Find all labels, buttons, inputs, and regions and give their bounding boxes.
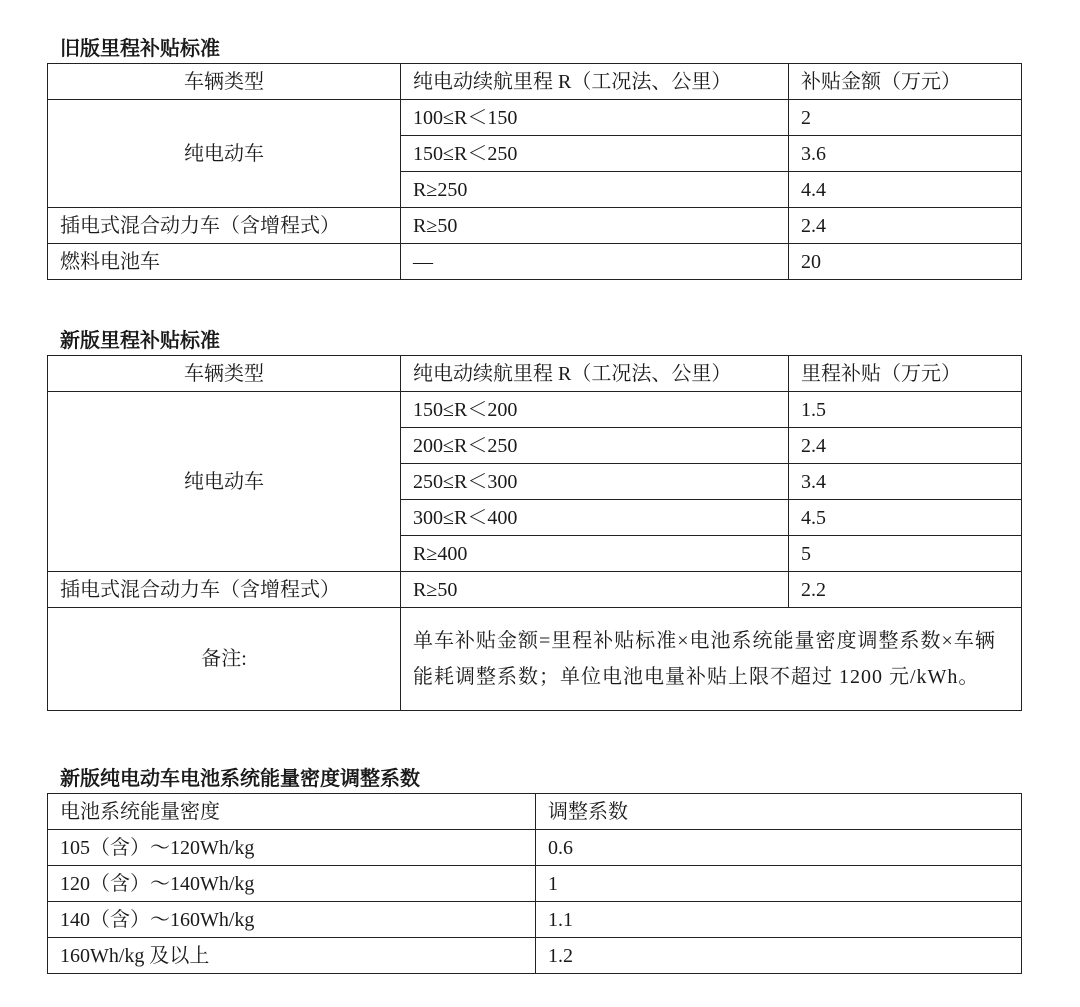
range-cell: R≥400 xyxy=(401,536,789,572)
range-cell: 100≤R＜150 xyxy=(401,100,789,136)
table-row xyxy=(48,830,1022,866)
table-row xyxy=(48,938,1022,974)
amount-cell: 2.2 xyxy=(789,572,1022,608)
header-amount: 补贴金额（万元） xyxy=(789,64,1022,100)
header-density: 电池系统能量密度 xyxy=(48,794,536,830)
header-vehicle-type: 车辆类型 xyxy=(48,356,401,392)
range-cell: — xyxy=(401,244,789,280)
note-row xyxy=(48,608,1022,711)
header-factor: 调整系数 xyxy=(536,794,1022,830)
density-cell: 160Wh/kg 及以上 xyxy=(48,938,536,974)
range-cell: R≥50 xyxy=(401,572,789,608)
old-standard-table xyxy=(47,63,1022,280)
density-title: 新版纯电动车电池系统能量密度调整系数 xyxy=(60,768,420,790)
new-standard-title: 新版里程补贴标准 xyxy=(60,330,220,352)
range-cell: R≥250 xyxy=(401,172,789,208)
amount-cell: 2.4 xyxy=(789,208,1022,244)
amount-cell: 3.6 xyxy=(789,136,1022,172)
range-cell: 150≤R＜200 xyxy=(401,392,789,428)
vehicle-type-cell: 插电式混合动力车（含增程式） xyxy=(48,208,401,244)
density-table xyxy=(47,793,1022,974)
table-header-row xyxy=(48,794,1022,830)
amount-cell: 4.4 xyxy=(789,172,1022,208)
table-row xyxy=(48,208,1022,244)
factor-cell: 0.6 xyxy=(536,830,1022,866)
amount-cell: 5 xyxy=(789,536,1022,572)
header-amount: 里程补贴（万元） xyxy=(789,356,1022,392)
note-label: 备注: xyxy=(48,608,401,711)
amount-cell: 2.4 xyxy=(789,428,1022,464)
density-cell: 120（含）～140Wh/kg xyxy=(48,866,536,902)
new-standard-table xyxy=(47,355,1022,711)
factor-cell: 1 xyxy=(536,866,1022,902)
table-row xyxy=(48,572,1022,608)
amount-cell: 1.5 xyxy=(789,392,1022,428)
vehicle-type-cell: 燃料电池车 xyxy=(48,244,401,280)
table-row xyxy=(48,902,1022,938)
amount-cell: 4.5 xyxy=(789,500,1022,536)
density-cell: 140（含）～160Wh/kg xyxy=(48,902,536,938)
range-cell: 200≤R＜250 xyxy=(401,428,789,464)
table-header-row xyxy=(48,356,1022,392)
old-standard-title: 旧版里程补贴标准 xyxy=(60,38,220,60)
vehicle-type-cell: 纯电动车 xyxy=(48,392,401,572)
factor-cell: 1.2 xyxy=(536,938,1022,974)
range-cell: 150≤R＜250 xyxy=(401,136,789,172)
amount-cell: 3.4 xyxy=(789,464,1022,500)
table-row xyxy=(48,244,1022,280)
note-text xyxy=(401,608,1022,711)
header-vehicle-type: 车辆类型 xyxy=(48,64,401,100)
range-cell: 250≤R＜300 xyxy=(401,464,789,500)
range-cell: R≥50 xyxy=(401,208,789,244)
amount-cell: 2 xyxy=(789,100,1022,136)
amount-cell: 20 xyxy=(789,244,1022,280)
table-header-row xyxy=(48,64,1022,100)
range-cell: 300≤R＜400 xyxy=(401,500,789,536)
vehicle-type-cell: 纯电动车 xyxy=(48,100,401,208)
table-row xyxy=(48,392,1022,428)
factor-cell: 1.1 xyxy=(536,902,1022,938)
header-range: 纯电动续航里程 R（工况法、公里） xyxy=(401,356,789,392)
density-cell: 105（含）～120Wh/kg xyxy=(48,830,536,866)
table-row xyxy=(48,866,1022,902)
header-range: 纯电动续航里程 R（工况法、公里） xyxy=(401,64,789,100)
table-row xyxy=(48,100,1022,136)
note-text-content: 单车补贴金额=里程补贴标准×电池系统能量密度调整系数×车辆能耗调整系数；单位电池电量补贴上限不超过 1200 元/kWh。 xyxy=(413,630,996,688)
vehicle-type-cell: 插电式混合动力车（含增程式） xyxy=(48,572,401,608)
